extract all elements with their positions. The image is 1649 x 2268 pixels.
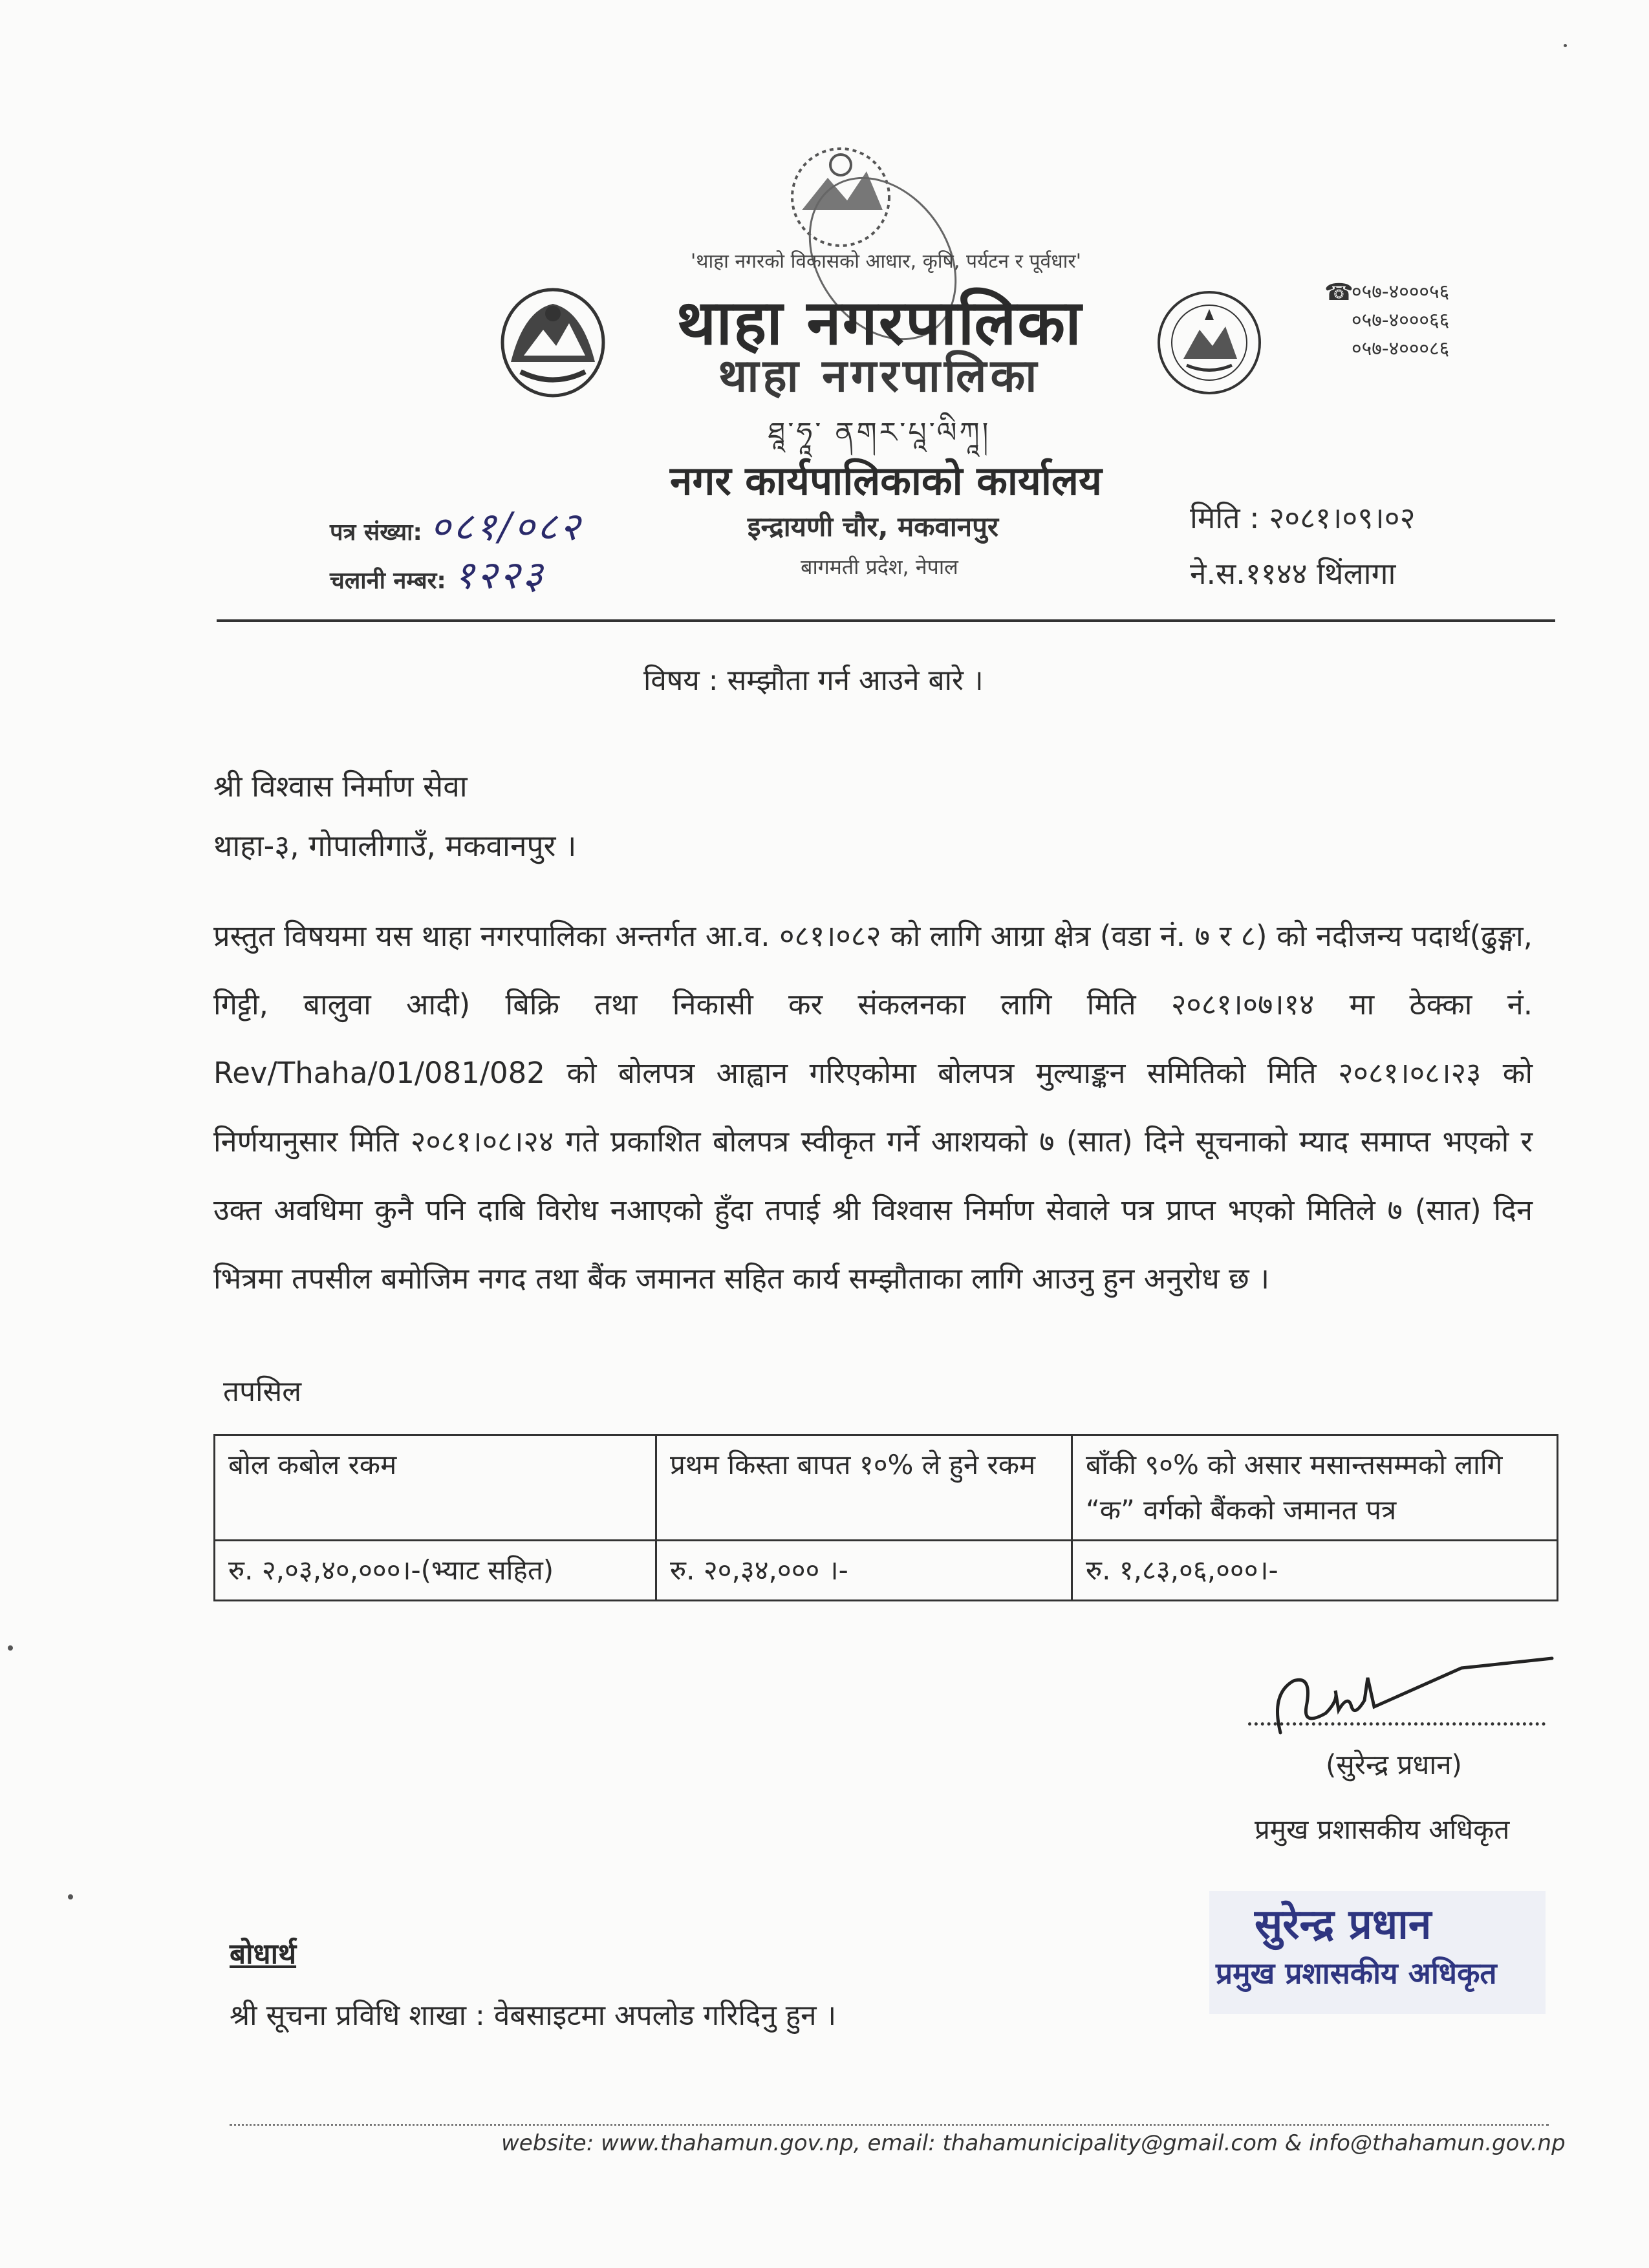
table-row — [215, 1541, 1558, 1601]
nepal-emblem-icon — [498, 284, 608, 401]
footer-divider — [230, 2124, 1549, 2127]
office-name: नगर कार्यपालिकाको कार्यालय — [670, 457, 1102, 504]
reference-value: ०८१/०८२ — [430, 504, 583, 550]
recipient-name: श्री विश्वास निर्माण सेवा — [213, 769, 468, 804]
recipient-address: थाहा-३, गोपालीगाउँ, मकवानपुर । — [213, 828, 577, 863]
slogan: 'थाहा नगरको विकासको आधार, कृषि, पर्यटन र पूर्वधार' — [691, 250, 1081, 273]
stamp-title: प्रमुख प्रशासकीय अधिकृत — [1216, 1956, 1497, 1991]
handwritten-signature — [1267, 1655, 1565, 1746]
phone-number: ०५७-४०००५६ — [1352, 281, 1450, 303]
stamp-name: सुरेन्द्र प्रधान — [1255, 1901, 1432, 1949]
scan-speck — [8, 1645, 13, 1651]
dispatch-label: चलानी नम्बर: — [330, 568, 446, 594]
municipality-title-nepali: थाहा नगरपालिका — [676, 286, 1083, 359]
phone-number: ०५७-४०००८६ — [1352, 337, 1450, 360]
table-cell: रु. २,०३,४०,०००।-(भ्याट सहित) — [215, 1541, 656, 1601]
letter-date: मिति : २०८१।०९।०२ — [1190, 500, 1416, 535]
recipient-block — [213, 756, 577, 875]
reference-number — [330, 506, 583, 554]
footer-contact: website: www.thahamun.gov.np, email: thahamunicipality@gmail.com & info@thahamun.gov.np — [501, 2130, 1566, 2156]
scan-speck — [68, 1894, 73, 1899]
signatory-title: प्रमुख प्रशासकीय अधिकृत — [1255, 1813, 1510, 1845]
date-block — [1190, 490, 1416, 601]
reference-block — [330, 506, 583, 603]
table-header: बोल कबोल रकम — [215, 1435, 656, 1541]
cc-line: श्री सूचना प्रविधि शाखा : वेबसाइटमा अपलोड गरिदिनु हुन । — [230, 1999, 837, 2032]
municipality-title-tibetan: ཐཱ་ཧཱ་ ནགར་པཱ་ལིཀཱ། — [768, 416, 991, 449]
dispatch-number — [330, 554, 583, 603]
letter-body: प्रस्तुत विषयमा यस थाहा नगरपालिका अन्तर्गत आ.व. ०८१।०८२ को लागि आग्रा क्षेत्र (वडा नं. ७ र ८) को नदीजन्य पदार्थ(ढुङ्गा, गिट्टी, बालुवा आदी) बिक्रि तथा निकासी कर संकलनका लागि मिति २०८१।०७।१४ मा ठेक्का नं. Rev/Thaha/01/081/082 को बोलपत्र आह्वान गरिएकोमा बोलपत्र मुल्याङ्कन समितिको मिति २०८१।०८।२३ को निर्णयानुसार मिति २०८१।०८।२४ गते प्रकाशित बोलपत्र स्वीकृत गर्ने आशयको ७ (सात) दिने सूचनाको म्याद समाप्त भएको र उक्त अवधिमा कुनै पनि दाबि विरोध नआएको हुँदा तपाई श्री विश्वास निर्माण सेवाले पत्र प्राप्त भएको मितिले ७ (सात) दिन भित्रमा तपसील बमोजिम नगद तथा बैंक जमानत सहित कार्य सम्झौताका लागि आउनु हुन अनुरोध छ । — [213, 919, 1533, 1296]
table-cell: रु. २०,३४,००० ।- — [656, 1541, 1072, 1601]
tapsil-label: तपसिल — [223, 1375, 302, 1408]
header-divider — [217, 619, 1555, 622]
signatory-name: (सुरेन्द्र प्रधान) — [1326, 1749, 1462, 1781]
cc-heading: बोधार्थ — [230, 1938, 297, 1971]
office-address: इन्द्रायणी चौर, मकवानपुर — [747, 511, 999, 542]
nepal-sambat-date: ने.स.११४४ थिंलागा — [1190, 556, 1396, 591]
signature-line — [1248, 1718, 1546, 1726]
telephone-icon: ☎ — [1324, 279, 1353, 306]
table-header: प्रथम किस्ता बापत १०% ले हुने रकम — [656, 1435, 1072, 1541]
table-header-row — [215, 1435, 1558, 1541]
municipality-logo-icon — [1154, 284, 1264, 401]
subject-line: विषय : सम्झौता गर्न आउने बारे । — [643, 664, 984, 697]
scan-speck — [1564, 44, 1567, 47]
reference-label: पत्र संख्या: — [330, 519, 422, 546]
province: बागमती प्रदेश, नेपाल — [801, 555, 958, 579]
dispatch-value: १२२३ — [454, 553, 546, 598]
payment-table — [213, 1434, 1558, 1601]
table-cell: रु. १,८३,०६,०००।- — [1072, 1541, 1558, 1601]
phone-number: ०५७-४०००६६ — [1352, 309, 1450, 332]
letterhead — [0, 0, 1649, 621]
table-header: बाँकी ९०% को असार मसान्तसम्मको लागि “क” वर्गको बैंकको जमानत पत्र — [1072, 1435, 1558, 1541]
phone-numbers — [1352, 278, 1449, 363]
municipality-title-nepal-bhasa: थाहा नगरपालिका — [718, 349, 1041, 402]
